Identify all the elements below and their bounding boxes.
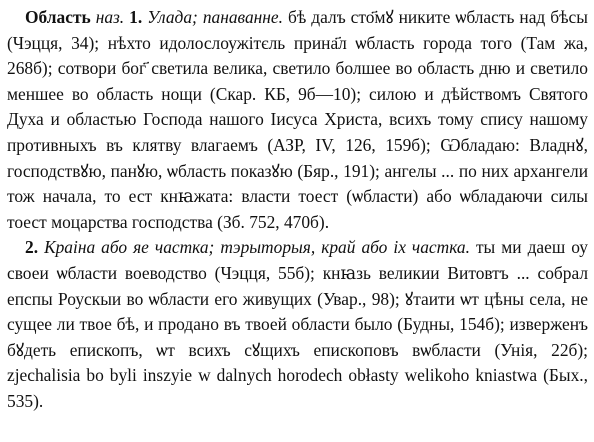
entry-italic-run: наз. — [95, 7, 125, 27]
entry-text-run: ты ми даеш оу своеи ѡбласти воеводство (Чэцця, 55б); кнꙗзь великии Витовтъ ... собрал епспы Роускыи во ѡбласти его живущих (Увар., 98); ꙋтаити ѡт цѣны села, не сущее ли твое бѣ, и продано въ твоей области было (Будны, 154б); изверженъ бꙋдеть епископъ, ѡт всихъ сꙋщихъ епископовъ вѡбласти (Унія, 22б); zjechalisia bo byli inszyie w dalnych horodech obłasty welikoho kniastwa (Бых., 535). — [7, 237, 588, 411]
entry-italic-run: Краіна або яе частка; тэрыторыя, край або іх частка. — [44, 237, 470, 258]
entry-text-run: бѣ далъ сто҃мꙋ никите ѡбласть над бѣсы (Чэцця, 34); нѣхто идолослоужітєль прина҃л ѡбласть города того (Там жа, 268б); сотвори бог҃ светила велика, светило болшее во область дню и светило меншее во область нощи (Скар. КБ, 9б—10); силою и дѣйствомъ Святого Духа и областью Господа нашого Іисуса Христа, всихъ тому спису нашому противныхъ въ клятву влагаемъ (АЗР, IV, 126, 159б); Ѡбладаю: Владнꙋ, господствꙋю, панꙋю, ѡбласть показꙋю (Бяр., 191); ангелы ... по них архангели тож начала, то ест кнꙗжата: власти тоест (ѡбласти) або ѡбладаючи силы тоест моцарства господства (Зб. 752, 470б). — [7, 7, 588, 232]
sense-2-paragraph — [7, 235, 588, 414]
entry-italic-run: Улада; панаванне. — [147, 7, 283, 27]
entry-bold-run: Область — [25, 7, 91, 27]
entry-bold-run: 2. — [25, 237, 39, 258]
sense-1-paragraph — [7, 5, 588, 235]
entry-bold-run: 1. — [129, 7, 143, 27]
